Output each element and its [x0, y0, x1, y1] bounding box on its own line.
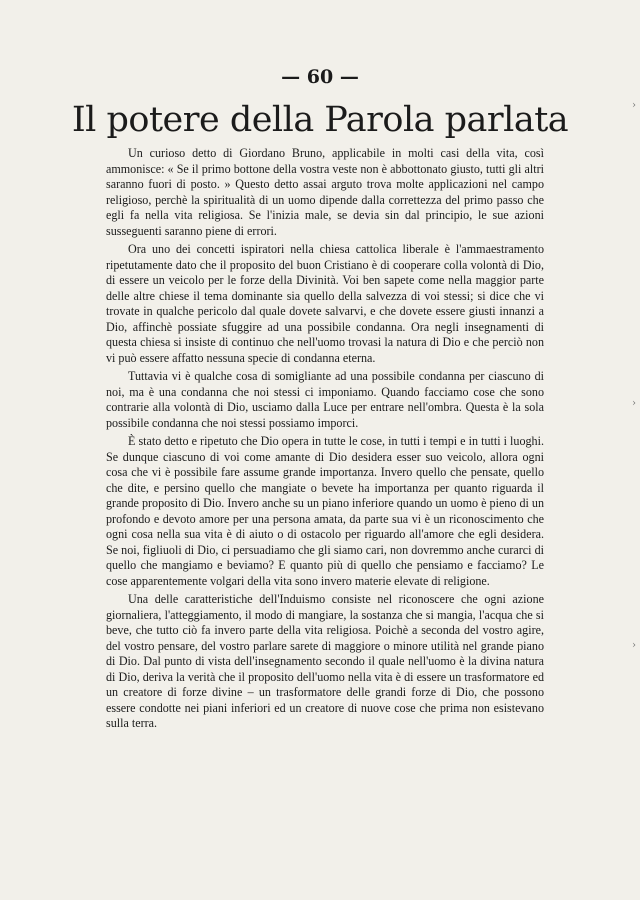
- paragraph-3: Tuttavia vi è qualche cosa di somigliante ad una possibile condanna per ciascuno di noi, ma è una condanna che noi stessi ci imponiamo. Quando facciamo cose che sono contrarie alla volontà di Dio, usciamo dalla Luce per entrare nell'ombra. Questa è la sola possibile condanna che noi stessi possiamo imporci.: [106, 369, 544, 430]
- margin-mark: ›: [632, 640, 636, 651]
- paragraph-5: Una delle caratteristiche dell'Induismo consiste nel riconoscere che ogni azione giornaliera, l'atteggiamento, il modo di mangiare, la sostanza che si mangia, l'acqua che si beve, che tutto ciò fa invero parte della vita religiosa. Poichè a seconda del vostro agire, del vostro pensare, del vostro parlare sarete di maggiore o minore utilità nel grande piano di Dio. Dal punto di vista dell'insegnamento secondo il quale nell'uomo è la divina natura di Dio, deriva la verità che il proposito dell'uomo nella vita è di essere un trasformatore ed un creatore di forze divine – un trasformatore delle grandi forze di Dio, che possono essere condotte nei piani inferiori ed un creatore di nuove cose che prima non esistevano sulla terra.: [106, 592, 544, 730]
- margin-mark: ›: [632, 100, 636, 111]
- margin-mark: ›: [632, 398, 636, 409]
- paragraph-2: Ora uno dei concetti ispiratori nella chiesa cattolica liberale è l'ammaestramento ripetutamente dato che il proposito del buon Cristiano è di cooperare colla volontà di Dio, di essere un veicolo per le forze della Divinità. Voi ben sapete come nella maggior parte delle altre chiese il tema dominante sia quello della salvezza di voi stessi; si dice che vi trovate in qualche pericolo dal quale dovete salvarvi, e che dovete essere giusti innanzi a Dio, affinchè possiate sfuggire ad una possibile condanna. Ora negli insegnamenti di questa chiesa si insiste di continuo che nell'uomo trovasi la natura di Dio e che perciò non vi può essere affatto nessuna specie di condanna eterna.: [106, 242, 544, 365]
- paragraph-4: È stato detto e ripetuto che Dio opera in tutte le cose, in tutti i tempi e in tutti i luoghi. Se dunque ciascuno di voi come amante di Dio desidera esser suo veicolo, allora ogni cosa che vi è possibile fare assume grande importanza. Invero quello che pensate, quello che dite, e persino quello che mangiate o bevete ha importanza per quanto riguarda il grande proposito di Dio. Invero anche su un piano inferiore quando un uomo è pieno di un profondo e devoto amore per una persona amata, da parte sua vi è un riconoscimento che ogni cosa nella sua vita è di aiuto o di ostacolo per riguardo all'amore che egli desidera. Se noi, figliuoli di Dio, ci persuadiamo che gli siamo cari, non dovremmo anche curarci di quello che mangiamo e beviamo? E quanto più di quello che pensiamo e facciamo? Le cose apparentemente volgari della vita sono invero materie elevate di religione.: [106, 434, 544, 588]
- paragraph-1: Un curioso detto di Giordano Bruno, applicabile in molti casi della vita, così ammonisce: « Se il primo bottone della vostra veste non è abbottonato giusto, tutti gli altri saranno fuori di posto. » Questo detto assai arguto trova molte applicazioni nel campo religioso, perchè la spiritualità di un uomo dipende dalla correttezza del primo passo che egli fa nella vita religiosa. Se l'inizia male, se devia sin dal principio, le sue azioni susseguenti saranno piene di errori.: [106, 146, 544, 238]
- body-text: [106, 146, 544, 732]
- chapter-title: Il potere della Parola parlata: [71, 100, 569, 140]
- page-number: — 60 —: [281, 66, 359, 88]
